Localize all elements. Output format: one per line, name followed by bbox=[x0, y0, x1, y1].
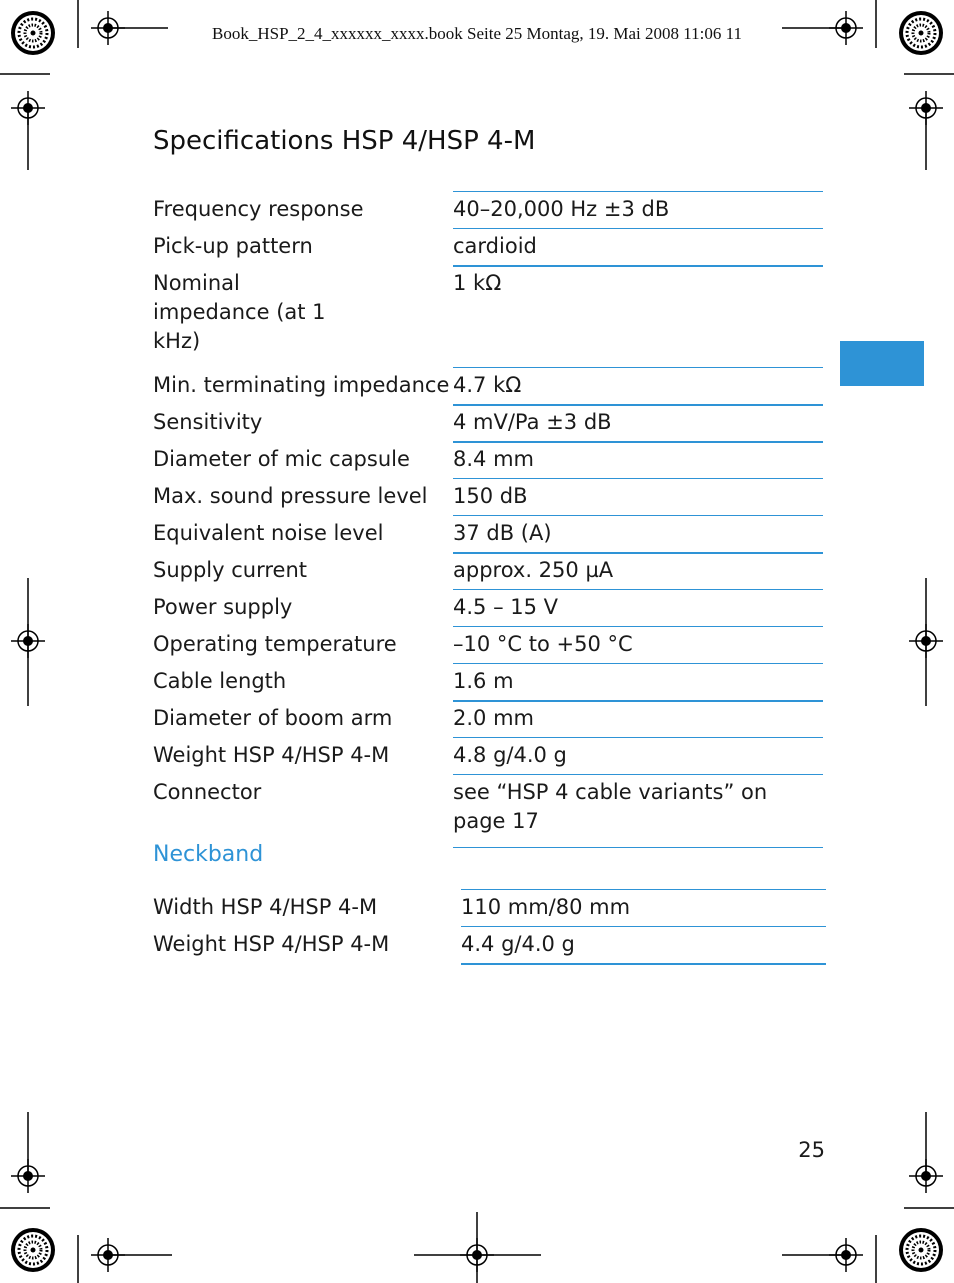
spec-value: 4.7 kΩ bbox=[453, 367, 823, 404]
spec-label: Operating temperature bbox=[153, 632, 397, 656]
spec-label: Supply current bbox=[153, 558, 307, 582]
spec-label: Power supply bbox=[153, 595, 293, 619]
page-title: Specifications HSP 4/HSP 4-M bbox=[153, 126, 536, 156]
spec-label: Min. terminating impedance bbox=[153, 373, 450, 397]
spec-value: 2.0 mm bbox=[453, 700, 823, 737]
spec-label: Frequency response bbox=[153, 197, 364, 221]
spec-label: Diameter of mic capsule bbox=[153, 447, 410, 471]
specifications-table bbox=[153, 191, 823, 848]
spec-value: 4.5 – 15 V bbox=[453, 589, 823, 626]
spec-row-max-spl bbox=[153, 478, 823, 515]
spec-row-boom-arm-diameter bbox=[153, 700, 823, 737]
neckband-heading: Neckband bbox=[153, 842, 264, 867]
spec-label: Width HSP 4/HSP 4-M bbox=[153, 895, 378, 919]
spec-value: 40–20,000 Hz ±3 dB bbox=[453, 191, 823, 228]
spec-row-weight bbox=[153, 737, 823, 774]
spec-label: Pick-up pattern bbox=[153, 234, 313, 258]
radial-print-mark-icon bbox=[11, 1228, 55, 1272]
radial-print-mark-icon bbox=[899, 1228, 943, 1272]
chapter-tab bbox=[840, 341, 924, 386]
spec-label: Weight HSP 4/HSP 4-M bbox=[153, 743, 390, 767]
spec-value: 1.6 m bbox=[453, 663, 823, 700]
spec-label: Sensitivity bbox=[153, 410, 263, 434]
spec-row-mic-capsule-diameter bbox=[153, 441, 823, 478]
page-number: 25 bbox=[798, 1138, 825, 1162]
spec-label: Connector bbox=[153, 780, 262, 804]
spec-value: 4.4 g/4.0 g bbox=[461, 926, 826, 965]
spec-label: Cable length bbox=[153, 669, 287, 693]
spec-row-equivalent-noise bbox=[153, 515, 823, 552]
spec-label: Equivalent noise level bbox=[153, 521, 384, 545]
print-info-header: Book_HSP_2_4_xxxxxx_xxxx.book Seite 25 Montag, 19. Mai 2008 11:06 11 bbox=[212, 24, 742, 43]
spec-label: Weight HSP 4/HSP 4-M bbox=[153, 932, 390, 956]
spec-label: Diameter of boom arm bbox=[153, 706, 393, 730]
spec-value: 37 dB (A) bbox=[453, 515, 823, 552]
spec-label: Max. sound pressure level bbox=[153, 484, 428, 508]
spec-row-power-supply bbox=[153, 589, 823, 626]
spec-value: 4 mV/Pa ±3 dB bbox=[453, 404, 823, 441]
neckband-table bbox=[153, 889, 826, 965]
spec-value: 110 mm/80 mm bbox=[461, 889, 826, 926]
spec-value: –10 °C to +50 °C bbox=[453, 626, 823, 663]
spec-label: Nominal impedance (at 1 kHz) bbox=[153, 271, 326, 353]
spec-value: approx. 250 µA bbox=[453, 552, 823, 589]
spec-value: see “HSP 4 cable variants” on page 17 bbox=[453, 774, 823, 848]
neckband-row-weight bbox=[153, 926, 826, 965]
spec-value: 1 kΩ bbox=[453, 265, 823, 367]
spec-value: 4.8 g/4.0 g bbox=[453, 737, 823, 774]
spec-value: 150 dB bbox=[453, 478, 823, 515]
spec-row-supply-current bbox=[153, 552, 823, 589]
spec-row-sensitivity bbox=[153, 404, 823, 441]
spec-row-connector bbox=[153, 774, 823, 848]
spec-row-operating-temperature bbox=[153, 626, 823, 663]
spec-row-min-terminating-impedance bbox=[153, 367, 823, 404]
spec-row-frequency-response bbox=[153, 191, 823, 228]
spec-row-cable-length bbox=[153, 663, 823, 700]
neckband-row-width bbox=[153, 889, 826, 926]
spec-value: 8.4 mm bbox=[453, 441, 823, 478]
spec-value: cardioid bbox=[453, 228, 823, 265]
spec-row-pickup-pattern bbox=[153, 228, 823, 265]
spec-row-nominal-impedance bbox=[153, 265, 823, 367]
